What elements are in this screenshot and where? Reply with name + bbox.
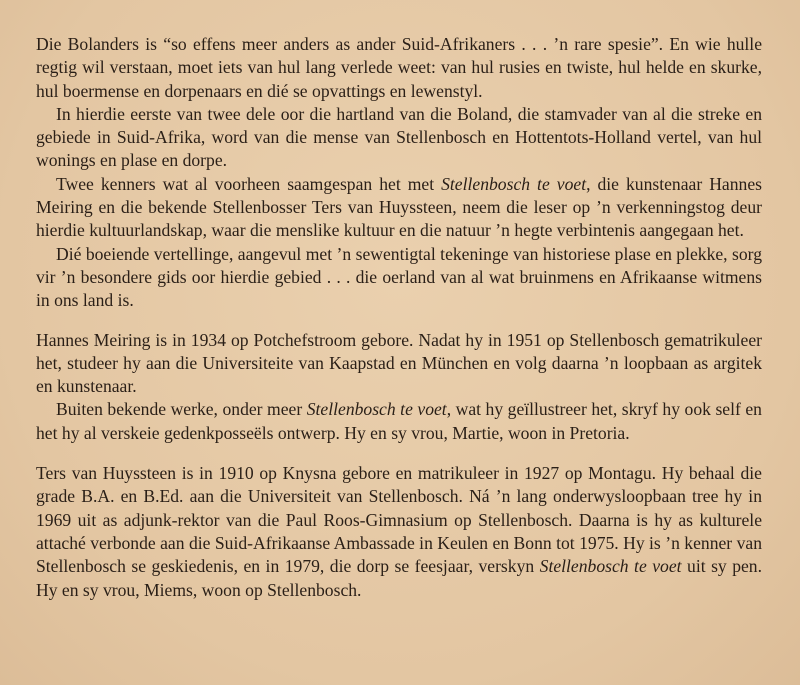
meiring-bio-paragraph-2-start: Buiten bekende werke, onder meer [56,399,307,420]
description-paragraph-3-end: , die kunstenaar Hannes Meiring en die bekende Stellenbosser Ters van Huyssteen, neem die leser op ’n verkenningstog deur hierdie kultuurlandskap, waar die menslike kultuur en die natuur ’n hegte verbintenis aangegaan het. [36,173,762,241]
book-title-reference: Stellenbosch te voet [539,556,682,577]
van-huyssteen-bio-end: uit sy pen. Hy en sy vrou, Miems, woon op Stellenbosch. [36,556,762,600]
meiring-bio-paragraph-2-end: , wat hy geïllustreer het, skryf hy ook self en het hy al verskeie gedenkposseëls ontwerp. Hy en sy vrou, Martie, woon in Pretoria. [36,399,762,443]
description-paragraph-2: In hierdie eerste van twee dele oor die hartland van die Boland, die stamvader van al die streke en gebiede in Suid-Afrika, word van die mense van Stellenbosch en Hottentots-Holland vertel, van hul wonings en plase en dorpe. [36,103,762,171]
author-bio-van-huyssteen [36,462,762,602]
author-bio-meiring [36,329,762,445]
meiring-bio-paragraph-2 [36,398,762,445]
description-paragraph-3-start: Twee kenners wat al voorheen saamgespan het met [56,173,442,194]
description-paragraph-3 [36,173,762,243]
van-huyssteen-bio-paragraph [36,462,762,602]
book-description [36,33,762,313]
book-title-reference: Stellenbosch te voet [306,399,447,420]
description-paragraph-4: Dié boeiende vertellinge, aangevul met ’n sewentigtal tekeninge van historiese plase en plekke, sorg vir ’n besondere gids oor hierdie gebied . . . die oerland van al wat bruinmens en Afrikaanse witmens in ons land is. [36,243,762,311]
meiring-bio-paragraph-1: Hannes Meiring is in 1934 op Potchefstroom gebore. Nadat hy in 1951 op Stellenbosch gematrikuleer het, studeer hy aan die Universiteite van Kaapstad en München en volg daarna ’n loopbaan as argitek en kunstenaar. [36,329,762,397]
book-title-reference: Stellenbosch te voet [441,173,587,194]
van-huyssteen-bio-start: Ters van Huyssteen is in 1910 op Knysna gebore en matrikuleer in 1927 op Montagu. Hy behaal die grade B.A. en B.Ed. aan die Universiteit van Stellenbosch. Ná ’n lang onderwysloopbaan tree hy in 1969 uit as adjunk-rektor van die Paul Roos-Gimnasium op Stellenbosch. Daarna is hy as kulturele attaché verbonde aan die Suid-Afrikaanse Ambassade in Keulen en Bonn tot 1975. Hy is ’n kenner van Stellenbosch se geskiedenis, en in 1979, die dorp se feesjaar, verskyn [36,463,762,577]
description-paragraph-1: Die Bolanders is “so effens meer anders as ander Suid-Afrikaners . . . ’n rare spesie”. En wie hulle regtig wil verstaan, moet iets van hul lang verlede weet: van hul rusies en twiste, hul helde en skurke, hul boermense en dorpenaars en dié se opvattings en lewenstyl. [36,34,762,101]
